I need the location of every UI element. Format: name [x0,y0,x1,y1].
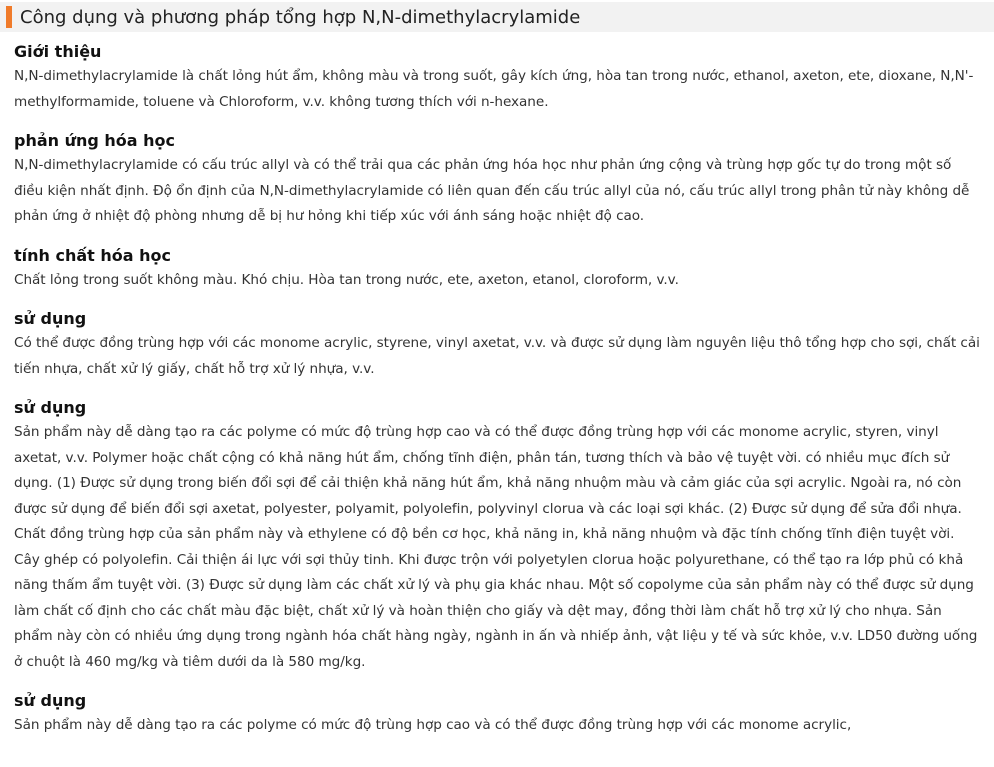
section-introduction [14,40,984,115]
section-body: Sản phẩm này dễ dàng tạo ra các polyme có mức độ trùng hợp cao và có thể được đồng trùng hợp với các monome acrylic, [14,717,852,733]
title-accent-bar [6,6,12,28]
section-body: N,N-dimethylacrylamide có cấu trúc allyl và có thể trải qua các phản ứng hóa học như phản ứng cộng và trùng hợp gốc tự do trong một số điều kiện nhất định. Độ ổn định của N,N-dimethylacrylamide có liên quan đến cấu trúc allyl của nó, cấu trúc allyl trong phân tử này không dễ phản ứng ở nhiệt độ phòng nhưng dễ bị hư hỏng khi tiếp xúc với ánh sáng hoặc nhiệt độ cao. [14,157,970,224]
section-body: Sản phẩm này dễ dàng tạo ra các polyme có mức độ trùng hợp cao và có thể được đồng trùng hợp với các monome acrylic, styren, vinyl axetat, v.v. Polymer hoặc chất cộng có khả năng hút ẩm, chống tĩnh điện, phân tán, tương thích và bảo vệ tuyệt vời. có nhiều mục đích sử dụng. (1) Được sử dụng trong biến đổi sợi để cải thiện khả năng hút ẩm, khả năng nhuộm màu và cảm giác của sợi acrylic. Ngoài ra, nó còn được sử dụng để biến đổi sợi axetat, polyester, polyamit, polyolefin, polyvinyl clorua và các loại sợi khác. (2) Được sử dụng để sửa đổi nhựa. Chất đồng trùng hợp của sản phẩm này và ethylene có độ bền cơ học, khả năng in, khả năng nhuộm và đặc tính chống tĩnh điện tuyệt vời. Cây ghép có polyolefin. Cải thiện ái lực với sợi thủy tinh. Khi được trộn với polyetylen clorua hoặc polyurethane, có thể tạo ra lớp phủ có khả năng thấm ẩm tuyệt vời. (3) Được sử dụng làm các chất xử lý và phụ gia khác nhau. Một số copolyme của sản phẩm này có thể được sử dụng làm chất cố định cho các chất màu đặc biệt, chất xử lý và hoàn thiện cho giấy và dệt may, đồng thời làm chất hỗ trợ xử lý cho nhựa. Sản phẩm này còn có nhiều ứng dụng trong ngành hóa chất hàng ngày, ngành in ấn và nhiếp ảnh, vật liệu y tế và sức khỏe, v.v. LD50 đường uống ở chuột là 460 mg/kg và tiêm dưới da là 580 mg/kg. [14,424,978,670]
section-body: Có thể được đồng trùng hợp với các monome acrylic, styrene, vinyl axetat, v.v. và được sử dụng làm nguyên liệu thô tổng hợp cho sợi, chất cải tiến nhựa, chất xử lý giấy, chất hỗ trợ xử lý nhựa, v.v. [14,335,980,377]
section-chemical-reaction [14,129,984,230]
section-body: N,N-dimethylacrylamide là chất lỏng hút ẩm, không màu và trong suốt, gây kích ứng, hòa tan trong nước, ethanol, axeton, ete, dioxane, N,N'-methylformamide, toluene và Chloroform, v.v. không tương thích với n-hexane. [14,68,974,110]
article-content [14,40,984,753]
section-heading: phản ứng hóa học [14,131,176,150]
section-heading: Giới thiệu [14,42,102,61]
page-title: Công dụng và phương pháp tổng hợp N,N-dimethylacrylamide [20,6,581,28]
section-usage-1 [14,307,984,382]
section-chemical-properties [14,244,984,294]
section-heading: sử dụng [14,398,87,417]
page-title-bar [0,2,994,32]
section-heading: sử dụng [14,309,87,328]
section-heading: tính chất hóa học [14,245,171,265]
section-heading: sử dụng [14,691,87,710]
section-usage-2 [14,396,984,675]
section-usage-3 [14,689,984,739]
section-body: Chất lỏng trong suốt không màu. Khó chịu. Hòa tan trong nước, ete, axeton, etanol, cloroform, v.v. [14,271,679,288]
